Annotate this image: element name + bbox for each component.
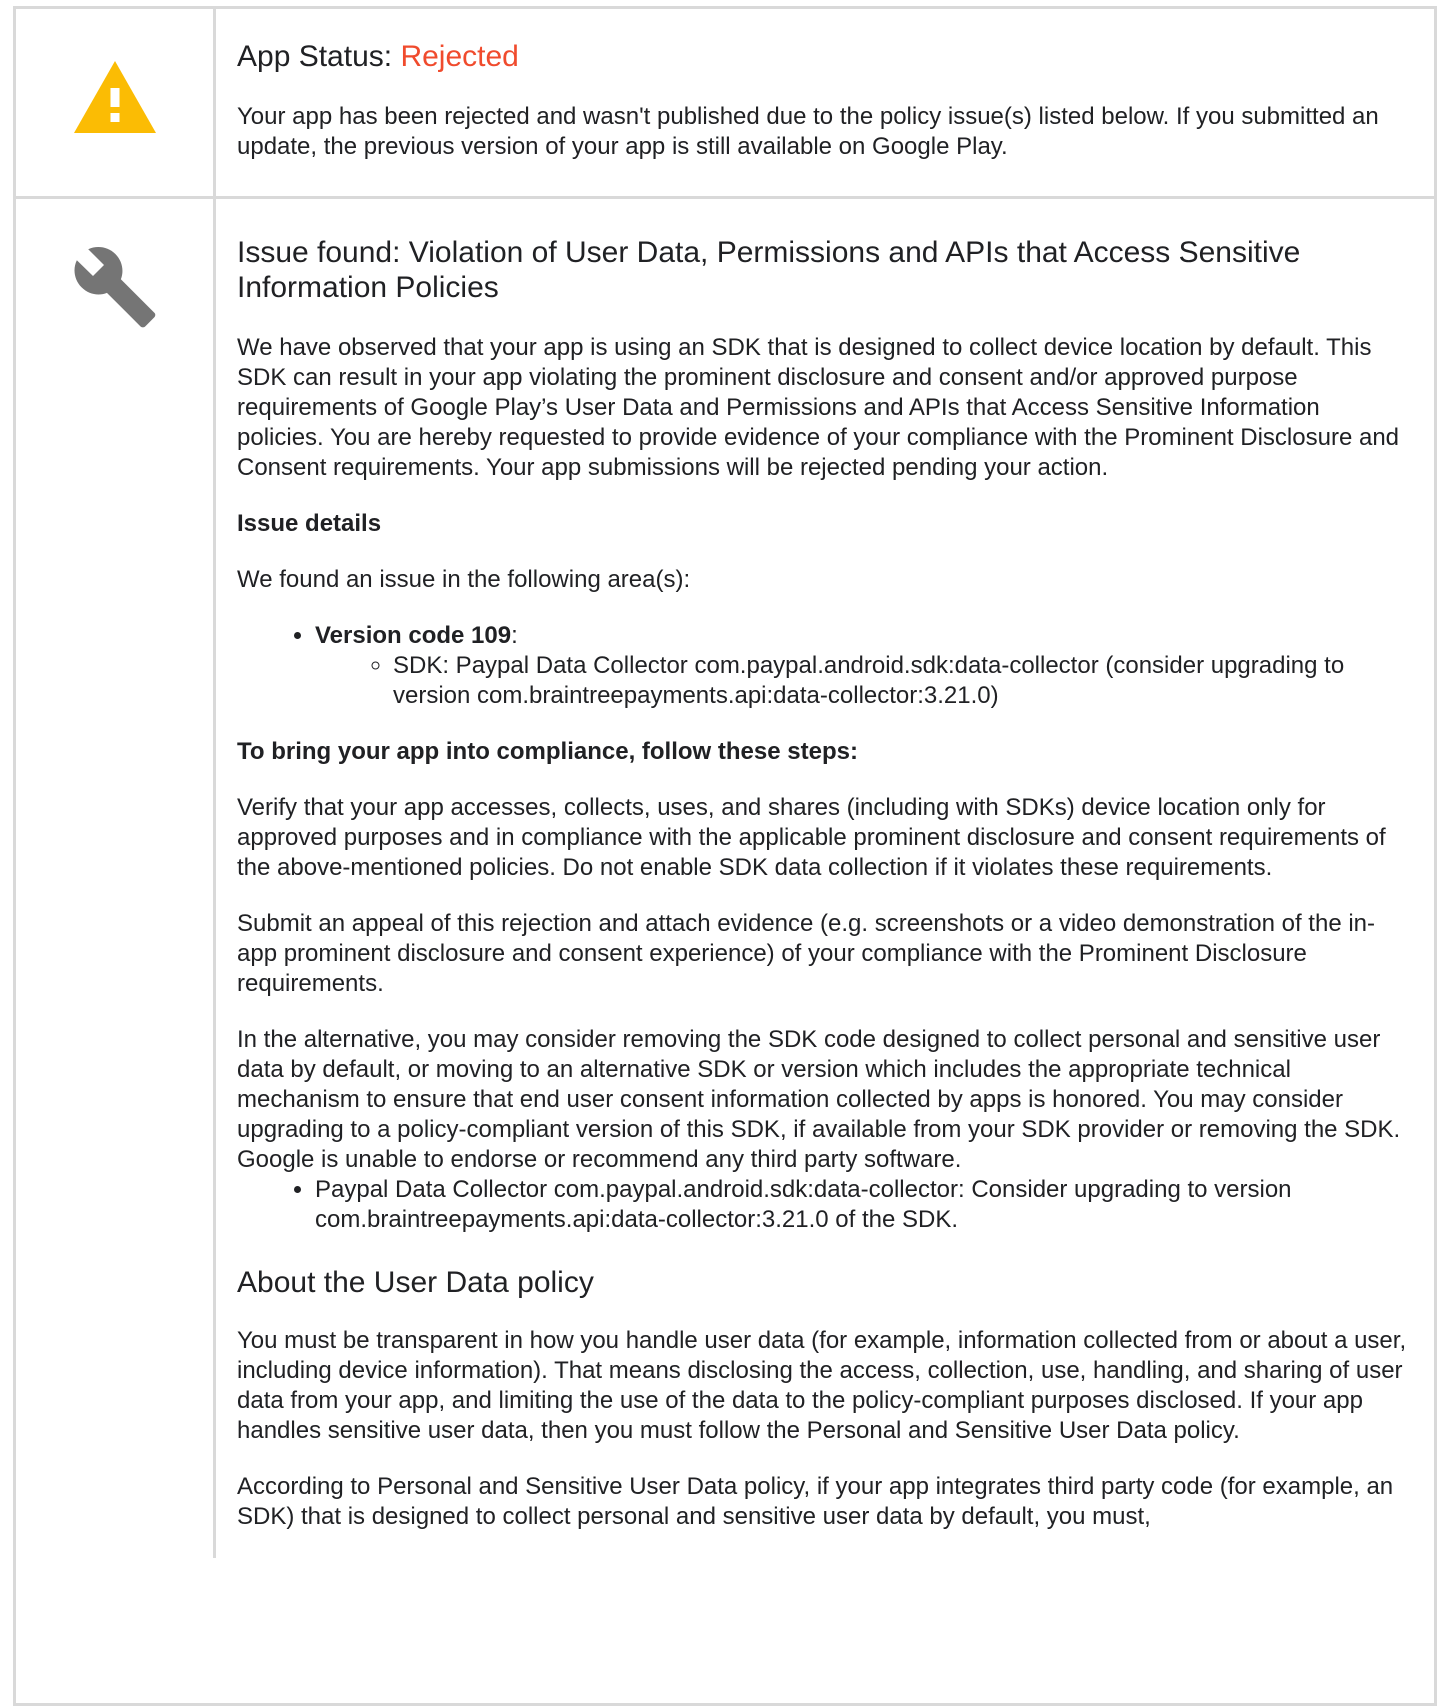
sdk-item: ◦ SDK: Paypal Data Collector com.paypal.android.sdk:data-collector (consider upgrading to version com.braintreepayments.api:data-collector:3.21.0) xyxy=(393,651,1412,711)
status-icon-cell xyxy=(16,9,216,196)
step-alternative: In the alternative, you may consider removing the SDK code designed to collect personal and sensitive user data by default, or moving to an alternative SDK or version which includes the appropriate technical mechanism to ensure that end user consent information collected by apps is honored. You may consider upgrading to a policy-compliant version of this SDK, if available from your SDK provider or removing the SDK. Google is unable to endorse or recommend any third party software. xyxy=(237,1026,1401,1173)
issue-icon-cell xyxy=(16,199,216,1558)
warning-icon xyxy=(72,59,158,135)
alternative-sdk-list xyxy=(237,1175,1412,1235)
step-appeal: Submit an appeal of this rejection and attach evidence (e.g. screenshots or a video demonstration of the in-app prominent disclosure and consent experience) of your compliance with the Prominent Disclosure requirements. xyxy=(237,910,1376,997)
version-suffix: : xyxy=(511,622,518,649)
app-status-value: Rejected xyxy=(400,40,519,73)
version-list xyxy=(237,621,1412,711)
issue-details-heading: Issue details xyxy=(237,510,382,537)
app-status-label: App Status: xyxy=(237,40,401,73)
about-policy-body: You must be transparent in how you handle user data (for example, information collected from or about a user, including device information). That means disclosing the access, collection, use, handling, and sharing of user data from your app, and limiting the use of the data to the policy-compliant purposes disclosed. If your app handles sensitive user data, then you must follow the Personal and Sensitive User Data policy. xyxy=(237,1327,1407,1444)
status-description: Your app has been rejected and wasn't published due to the policy issue(s) listed below. If you submitted an update, the previous version of your app is still available on Google Play. xyxy=(237,103,1379,160)
issue-intro: We have observed that your app is using an SDK that is designed to collect device location by default. This SDK can result in your app violating the prominent disclosure and consent and/or approved purpose requirements of Google Play’s User Data and Permissions and APIs that Access Sensitive Information policies. You are hereby requested to provide evidence of your compliance with the Prominent Disclosure and Consent requirements. Your app submissions will be rejected pending your action. xyxy=(237,334,1400,481)
alternative-sdk-item: • Paypal Data Collector com.paypal.android.sdk:data-collector: Consider upgrading to version com.braintreepayments.api:data-collector:3.21.0 of the SDK. xyxy=(315,1175,1412,1235)
issue-title: Issue found: Violation of User Data, Permissions and APIs that Access Sensitive Information Policies xyxy=(237,236,1301,304)
app-status-heading xyxy=(237,39,1412,74)
status-row xyxy=(16,9,1434,199)
sdk-sublist xyxy=(315,651,1412,711)
according-policy-body: According to Personal and Sensitive User Data policy, if your app integrates third party code (for example, an SDK) that is designed to collect personal and sensitive user data by default, you must, xyxy=(237,1473,1394,1530)
version-code: Version code 109 xyxy=(315,622,512,649)
compliance-steps-heading: To bring your app into compliance, follow these steps: xyxy=(237,738,858,765)
about-policy-heading: About the User Data policy xyxy=(237,1266,594,1299)
policy-notice-table xyxy=(13,6,1437,1706)
issue-row xyxy=(16,199,1434,1558)
version-item xyxy=(315,621,1412,711)
step-verify: Verify that your app accesses, collects, uses, and shares (including with SDKs) device location only for approved purposes and in compliance with the applicable prominent disclosure and consent requirements of the above-mentioned policies. Do not enable SDK data collection if it violates these requirements. xyxy=(237,794,1386,881)
issue-details-intro: We found an issue in the following area(s): xyxy=(237,566,691,593)
issue-content xyxy=(216,199,1434,1558)
wrench-icon xyxy=(71,243,159,331)
status-content xyxy=(216,9,1434,196)
